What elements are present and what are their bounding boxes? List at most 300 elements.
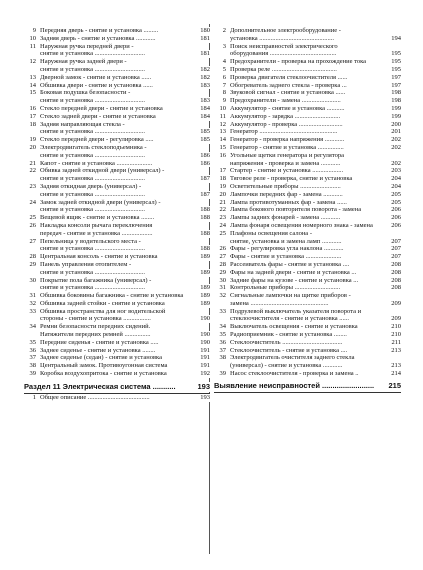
toc-entry-title: Обогреватель заднего стекла - проверка ... xyxy=(230,81,347,89)
toc-entry xyxy=(24,105,210,113)
toc-entry-number: 8 xyxy=(222,89,226,97)
toc-entry-number: 15 xyxy=(219,143,226,151)
toc-entry-page: 207 xyxy=(391,237,401,245)
toc-entry xyxy=(214,43,401,59)
toc-entry-title: Вещевой ящик - снятие и установка ........ xyxy=(40,214,155,222)
toc-entry-page: 190 xyxy=(200,331,210,339)
toc-entry xyxy=(214,191,401,199)
toc-entry-title: Обшивка задней стойки - снятие и установка xyxy=(40,299,165,307)
toc-entry-title: Заднее сиденье (седан) - снятие и установка xyxy=(40,354,162,362)
toc-entry-number: 38 xyxy=(29,362,36,370)
toc-entry xyxy=(214,347,401,355)
toc-entry xyxy=(24,199,210,215)
toc-entry-number: 37 xyxy=(29,354,36,362)
toc-entry-number: 15 xyxy=(29,89,36,97)
toc-entry-number: 18 xyxy=(29,120,36,128)
toc-entry-title: Обшивка пространства для ног водительской xyxy=(40,307,166,315)
toc-entry-number: 21 xyxy=(29,159,36,167)
section-title: Выявление неисправностей ......................... xyxy=(214,380,375,390)
toc-entry-page: 180 xyxy=(200,27,210,34)
toc-entry-number: 34 xyxy=(219,323,226,331)
toc-entry-title: Стекло передней двери - снятие и установка xyxy=(40,104,163,112)
toc-entry xyxy=(24,136,210,144)
toc-entry-title: Предохранители - проверка на прохождение тока xyxy=(230,58,367,66)
toc-entry-title: Общее описание ...................................... xyxy=(40,393,150,401)
toc-entry xyxy=(214,97,401,105)
toc-entry-page: 184 xyxy=(200,112,210,120)
toc-entry-number: 9 xyxy=(222,97,226,105)
toc-entry-page: 197 xyxy=(391,81,401,89)
toc-entry xyxy=(24,394,210,402)
toc-entry-page: 198 xyxy=(391,89,401,97)
section-title: Раздел 11 Электрическая система ........... xyxy=(24,381,176,391)
toc-entry xyxy=(214,230,401,246)
toc-entry-page: 208 xyxy=(391,276,401,284)
toc-entry-page: 190 xyxy=(200,315,210,323)
toc-entry xyxy=(214,292,401,308)
toc-entry-page: 202 xyxy=(391,143,401,151)
toc-entry-page: 187 xyxy=(200,190,210,198)
toc-entry-title: Генератор ................................................ xyxy=(230,128,338,136)
toc-entry xyxy=(24,144,210,160)
toc-entry-number: 39 xyxy=(219,370,226,378)
toc-entry-page: 183 xyxy=(200,81,210,89)
toc-entry-number: 19 xyxy=(29,136,36,144)
section-page: 215 xyxy=(388,380,401,390)
toc-entry-title: Электродвигатель очистителя заднего стекла xyxy=(230,354,355,362)
toc-entry-number: 17 xyxy=(219,167,226,175)
toc-entry-title: Генератор - снятие и установка ................ xyxy=(230,143,344,151)
toc-entry-title: Коробка воздухопритока - снятие и установка xyxy=(40,370,167,378)
toc-entry xyxy=(214,370,401,378)
toc-entry-title: Стеклоочиститель - снятие и установка .... xyxy=(230,346,348,354)
toc-entry-title: снятие и установка ............................... xyxy=(40,268,145,276)
toc-entry-page: 181 xyxy=(200,34,210,42)
toc-entry-number: 5 xyxy=(222,65,226,73)
toc-entry xyxy=(24,27,210,35)
toc-entry-title: Контрольные приборы ............................ xyxy=(230,284,341,292)
toc-entry-title: замена ................................................ xyxy=(230,299,329,307)
toc-entry-title: Стекло передней двери - регулировка ..... xyxy=(40,136,154,144)
toc-entry-title: Центральный замок. Противоугонная система xyxy=(40,362,168,370)
toc-entry xyxy=(214,175,401,183)
toc-entry-number: 30 xyxy=(29,276,36,284)
toc-entry xyxy=(24,300,210,308)
toc-entry xyxy=(214,89,401,97)
toc-entry-title: Тяговое реле - проверка, снятие и установка xyxy=(230,175,353,183)
toc-entry-title: Капот - снятие и установка ...................... xyxy=(40,159,153,167)
toc-entry xyxy=(24,43,210,59)
toc-entry-page: 203 xyxy=(391,167,401,175)
toc-entry-title: Задние фары на кузове - снятие и установка ... xyxy=(230,276,359,284)
toc-entry-number: 18 xyxy=(219,175,226,183)
toc-entry xyxy=(24,121,210,137)
toc-entry-title: Генератор - проверка напряжения ............ xyxy=(230,136,345,144)
toc-entry-title: Осветительные приборы ......................... xyxy=(230,182,341,190)
toc-entry-number: 13 xyxy=(219,128,226,136)
toc-entry-title: снятие и установка ............................... xyxy=(40,284,145,292)
toc-entry xyxy=(24,113,210,121)
toc-entry-number: 36 xyxy=(29,346,36,354)
toc-entry-page: 209 xyxy=(391,315,401,323)
toc-entry-title: Передние сиденья - снятие и установка ..... xyxy=(40,338,159,346)
toc-entry-number: 6 xyxy=(222,73,226,81)
toc-entry xyxy=(24,370,210,378)
toc-entry-number: 20 xyxy=(219,190,226,198)
toc-entry-title: Стартер - снятие и установка ................... xyxy=(230,167,344,175)
toc-entry-number: 24 xyxy=(219,221,226,229)
toc-entry-page: 208 xyxy=(391,260,401,268)
toc-entry xyxy=(214,323,401,331)
toc-entry xyxy=(214,144,401,152)
toc-entry-page: 188 xyxy=(200,214,210,222)
toc-entry-title: Предохранители - замена ........................ xyxy=(230,97,341,105)
toc-entry-title: Дополнительное электрооборудование - xyxy=(230,27,341,34)
toc-entry xyxy=(24,261,210,277)
toc-entry-number: 11 xyxy=(29,42,36,50)
toc-entry xyxy=(24,89,210,105)
toc-entry-title: Лампа противотуманных фар - замена ...... xyxy=(230,198,347,206)
toc-entry xyxy=(214,331,401,339)
toc-entry-title: Аккумулятор - проверка ........................... xyxy=(230,120,343,128)
toc-entry-title: установка .............................................. xyxy=(230,34,335,42)
toc-entry-page: 184 xyxy=(200,104,210,112)
toc-entry-number: 32 xyxy=(219,292,226,300)
toc-entry-number: 38 xyxy=(219,354,226,362)
toc-entry-number: 28 xyxy=(29,253,36,261)
toc-entry-page: 182 xyxy=(200,65,210,73)
toc-entry-number: 2 xyxy=(222,27,226,34)
toc-entry-title: Обшивка боковины багажника - снятие и установка xyxy=(40,292,184,300)
toc-entry xyxy=(24,238,210,254)
toc-entry-page: 210 xyxy=(391,331,401,339)
toc-entry-title: Ремни безопасности передних сидений. xyxy=(40,323,151,331)
toc-entry xyxy=(24,323,210,339)
toc-entry xyxy=(214,206,401,214)
toc-entry-title: Аккумулятор - зарядка ............................ xyxy=(230,112,341,120)
toc-entry-number: 36 xyxy=(219,338,226,346)
toc-entry-title: снятие и установка ............................... xyxy=(40,206,145,214)
toc-entry xyxy=(24,214,210,222)
toc-entry-page: 195 xyxy=(391,50,401,58)
toc-entry xyxy=(214,136,401,144)
toc-entry xyxy=(214,222,401,230)
toc-entry-title: Рассеиватель фары - снятие и установка .... xyxy=(230,260,350,268)
toc-right-column xyxy=(214,27,401,393)
toc-entry-number: 29 xyxy=(29,260,36,268)
toc-entry-number: 1 xyxy=(32,393,36,401)
toc-entry-page: 209 xyxy=(391,299,401,307)
toc-entry-title: Панель управления отопителем - xyxy=(40,260,132,268)
toc-entry-page: 185 xyxy=(200,136,210,144)
toc-entry-page: 182 xyxy=(200,73,210,81)
toc-entry xyxy=(214,27,401,43)
toc-entry-title: Радиоприемник - снятие и установка ........ xyxy=(230,331,347,339)
toc-entry xyxy=(24,354,210,362)
toc-entry-number: 23 xyxy=(29,182,36,190)
toc-entry-title: снятие и установка ............................... xyxy=(40,175,145,183)
toc-entry-number: 37 xyxy=(219,346,226,354)
toc-entry-title: снятие, установка и замена ламп ............ xyxy=(230,237,342,245)
toc-entry-title: снятие и установка ............................... xyxy=(40,65,145,73)
toc-entry-title: Насос стеклоочистителя - проверка и замена .. xyxy=(230,370,359,378)
toc-entry-page: 214 xyxy=(391,370,401,378)
toc-entry-number: 34 xyxy=(29,323,36,331)
toc-entry xyxy=(214,128,401,136)
toc-entry-number: 27 xyxy=(29,237,36,245)
toc-entry-title: Звуковой сигнал - снятие и установка ...... xyxy=(230,89,346,97)
toc-entry-page: 208 xyxy=(391,268,401,276)
section-page: 193 xyxy=(197,381,210,391)
toc-entry-page: 189 xyxy=(200,268,210,276)
toc-entry xyxy=(24,160,210,168)
toc-entry-title: Лампочки передних фар - замена ............ xyxy=(230,190,343,198)
toc-entry-number: 16 xyxy=(219,151,226,159)
toc-entry-number: 16 xyxy=(29,104,36,112)
toc-entry-number: 33 xyxy=(29,307,36,315)
toc-entry-title: Задняя откидная дверь (универсал) - xyxy=(40,182,142,190)
toc-entry-page: 210 xyxy=(391,323,401,331)
toc-left-column xyxy=(24,27,210,402)
toc-entry-page: 197 xyxy=(391,73,401,81)
toc-entry-page: 190 xyxy=(200,338,210,346)
toc-entry-title: снятие и установка ............................... xyxy=(40,245,145,253)
section-heading xyxy=(214,381,401,393)
toc-entry-page: 191 xyxy=(200,362,210,370)
toc-entry-page: 186 xyxy=(200,151,210,159)
toc-entry xyxy=(214,82,401,90)
toc-entry-number: 22 xyxy=(219,206,226,214)
toc-entry-title: Угольные щетки генератора и регулятора xyxy=(230,151,345,159)
toc-entry-title: Натяжители передних ремней ................ xyxy=(40,331,151,339)
toc-entry-title: Пепельница у водительского места - xyxy=(40,237,141,245)
toc-entry-page: 195 xyxy=(391,65,401,73)
toc-entry-page: 198 xyxy=(391,97,401,105)
toc-entry-title: снятие и установка ............................... xyxy=(40,50,145,58)
toc-entry-number: 33 xyxy=(219,307,226,315)
toc-entry-title: снятие и установка ............................... xyxy=(40,97,145,105)
toc-entry xyxy=(24,308,210,324)
toc-entry xyxy=(24,347,210,355)
toc-entry-page: 208 xyxy=(391,284,401,292)
toc-entry-title: напряжения - проверка и замена ............ xyxy=(230,159,341,167)
toc-entry-title: Задняя дверь - снятие и установка ............ xyxy=(40,34,156,42)
toc-entry-number: 39 xyxy=(29,370,36,378)
toc-entry-page: 207 xyxy=(391,245,401,253)
toc-entry-page: 188 xyxy=(200,245,210,253)
toc-entry-title: Задняя направляющая стекла - xyxy=(40,120,125,128)
toc-entry-number: 24 xyxy=(29,198,36,206)
toc-entry-page: 200 xyxy=(391,120,401,128)
toc-entry-page: 192 xyxy=(200,370,210,378)
toc-entry-title: Подрулевой выключатель указателя поворота и xyxy=(230,307,362,315)
toc-entry-page: 213 xyxy=(391,362,401,370)
toc-entry-page: 202 xyxy=(391,136,401,144)
toc-entry xyxy=(214,183,401,191)
toc-entry xyxy=(24,82,210,90)
toc-entry-number: 12 xyxy=(29,58,36,66)
toc-entry-page: 189 xyxy=(200,253,210,261)
toc-entry-title: Сигнальные лампочки на щитке приборов - xyxy=(230,292,351,300)
toc-entry-number: 27 xyxy=(219,253,226,261)
toc-entry xyxy=(214,121,401,129)
toc-entry-title: Фары - регулировка угла наклона ............ xyxy=(230,245,344,253)
toc-entry xyxy=(24,339,210,347)
toc-entry-title: Лампа бокового повторителя поворота - замена xyxy=(230,206,362,214)
toc-entry-number: 12 xyxy=(219,120,226,128)
toc-entry-title: Электродвигатель стеклоподъемника - xyxy=(40,143,147,151)
toc-entry xyxy=(214,284,401,292)
toc-entry-page: 204 xyxy=(391,182,401,190)
toc-entry xyxy=(214,105,401,113)
toc-entry xyxy=(24,74,210,82)
toc-entry-number: 10 xyxy=(29,34,36,42)
toc-entry-title: Центральная консоль - снятие и установка xyxy=(40,253,158,261)
toc-entry-title: Поиск неисправностей электрического xyxy=(230,42,338,50)
toc-entry-number: 14 xyxy=(219,136,226,144)
toc-entry-title: стеклоочистителя - снятие и установка ...... xyxy=(230,315,350,323)
toc-entry-title: оборудования ......................................... xyxy=(230,50,337,58)
toc-entry xyxy=(24,277,210,293)
toc-entry-page: 213 xyxy=(391,346,401,354)
toc-entry xyxy=(24,292,210,300)
toc-entry-number: 14 xyxy=(29,81,36,89)
toc-entry xyxy=(214,152,401,168)
toc-entry-number: 31 xyxy=(29,292,36,300)
toc-entry-number: 19 xyxy=(219,182,226,190)
toc-entry-page: 205 xyxy=(391,190,401,198)
toc-entry-title: Проверка реле ........................................ xyxy=(230,65,337,73)
toc-entry-page: 181 xyxy=(200,50,210,58)
toc-entry-number: 23 xyxy=(219,214,226,222)
toc-entry-title: Передняя дверь - снятие и установка ......... xyxy=(40,27,159,34)
toc-entry-title: Наружная ручка передней двери - xyxy=(40,42,134,50)
toc-entry xyxy=(214,167,401,175)
toc-entry-page: 207 xyxy=(391,253,401,261)
toc-entry-page: 189 xyxy=(200,292,210,300)
toc-entry-page: 186 xyxy=(200,159,210,167)
toc-entry-page: 189 xyxy=(200,284,210,292)
section-heading xyxy=(24,382,210,394)
toc-entry-number: 26 xyxy=(29,221,36,229)
toc-entry xyxy=(214,339,401,347)
toc-entry-page: 188 xyxy=(200,229,210,237)
toc-entry-title: Накладка консоли рычага переключения xyxy=(40,221,153,229)
toc-entry xyxy=(24,167,210,183)
toc-entry-page: 187 xyxy=(200,175,210,183)
toc-entry xyxy=(214,113,401,121)
toc-entry xyxy=(214,66,401,74)
toc-entry-page: 191 xyxy=(200,346,210,354)
toc-entry-number: 10 xyxy=(219,104,226,112)
toc-entry-number: 35 xyxy=(219,331,226,339)
toc-entry-number: 21 xyxy=(219,198,226,206)
toc-entry-title: Аккумулятор - снятие и установка ........... xyxy=(230,104,345,112)
toc-entry-number: 25 xyxy=(29,214,36,222)
toc-entry-number: 32 xyxy=(29,299,36,307)
toc-entry xyxy=(24,183,210,199)
toc-entry xyxy=(24,58,210,74)
toc-entry-number: 11 xyxy=(219,112,226,120)
toc-entry-title: Обивка задней откидной двери (универсал) - xyxy=(40,167,165,175)
toc-entry xyxy=(214,58,401,66)
toc-entry-page: 183 xyxy=(200,97,210,105)
toc-entry-number: 30 xyxy=(219,276,226,284)
toc-entry-title: Наружная ручка задней двери - xyxy=(40,58,127,66)
toc-entry xyxy=(214,74,401,82)
toc-entry-title: стороны - снятие и установка ................. xyxy=(40,315,151,323)
toc-entry-title: Лампы задних фонарей - замена ............ xyxy=(230,214,341,222)
toc-entry-title: Фары - снятие и установка ...................... xyxy=(230,253,342,261)
toc-entry-number: 20 xyxy=(29,143,36,151)
toc-entry xyxy=(24,222,210,238)
toc-entry xyxy=(214,354,401,370)
toc-entry-number: 13 xyxy=(29,73,36,81)
toc-entry-page: 193 xyxy=(200,393,210,401)
toc-entry-title: снятие и установка ............................... xyxy=(40,151,145,159)
toc-entry-page: 204 xyxy=(391,175,401,183)
toc-entry-page: 189 xyxy=(200,299,210,307)
toc-entry-title: Обшивка двери - снятие и установка ...... xyxy=(40,81,153,89)
toc-entry xyxy=(214,199,401,207)
toc-entry-number: 7 xyxy=(222,81,226,89)
toc-entry xyxy=(214,308,401,324)
toc-entry-number: 26 xyxy=(219,245,226,253)
toc-entry xyxy=(24,362,210,370)
toc-entry-page: 206 xyxy=(391,206,401,214)
toc-entry-title: Фары на задней двери - снятие и установка ... xyxy=(230,268,357,276)
toc-entry-page: 206 xyxy=(391,221,401,229)
toc-entry-page: 211 xyxy=(391,338,401,346)
toc-entry-title: Заднее сиденье - снятие и установка ........ xyxy=(40,346,156,354)
toc-entry-page: 191 xyxy=(200,354,210,362)
toc-entry xyxy=(214,214,401,222)
toc-entry xyxy=(24,253,210,261)
toc-entry-title: Плафоны освещения салона - xyxy=(230,229,312,237)
toc-entry-number: 31 xyxy=(219,284,226,292)
toc-entry xyxy=(24,35,210,43)
toc-entry-page: 205 xyxy=(391,198,401,206)
toc-entry-number: 3 xyxy=(222,42,226,50)
toc-entry xyxy=(214,245,401,253)
toc-entry-title: передач - снятие и установка ................... xyxy=(40,229,153,237)
toc-entry-title: Дверной замок - снятие и установка ...... xyxy=(40,73,152,81)
toc-entry-page: 199 xyxy=(391,112,401,120)
toc-entry-number: 28 xyxy=(219,260,226,268)
toc-entry-number: 29 xyxy=(219,268,226,276)
toc-entry-title: (универсал) - снятие и установка ............ xyxy=(230,362,343,370)
toc-entry-title: Стеклоочиститель ..................................... xyxy=(230,338,343,346)
toc-entry-number: 17 xyxy=(29,112,36,120)
toc-entry-number: 9 xyxy=(32,27,36,34)
toc-entry-number: 22 xyxy=(29,167,36,175)
toc-entry-title: Боковая подушка безопасности - xyxy=(40,89,131,97)
toc-entry xyxy=(214,269,401,277)
toc-entry xyxy=(214,261,401,269)
toc-entry-title: Замок задней откидной двери (универсал) - xyxy=(40,198,161,206)
toc-entry-title: Проверка двигателя стеклоочистителя ...... xyxy=(230,73,348,81)
toc-entry-number: 25 xyxy=(219,229,226,237)
toc-entry-title: Выключатель освещения - снятие и установка xyxy=(230,323,358,331)
toc-entry-page: 206 xyxy=(391,214,401,222)
toc-entry-title: снятие и установка ............................... xyxy=(40,128,145,136)
toc-entry-page: 185 xyxy=(200,128,210,136)
toc-entry-page: 188 xyxy=(200,206,210,214)
toc-entry-page: 195 xyxy=(391,58,401,66)
toc-entry-page: 194 xyxy=(391,34,401,42)
toc-entry-page: 201 xyxy=(391,128,401,136)
toc-entry-title: Покрытие пола багажника (универсал) - xyxy=(40,276,152,284)
